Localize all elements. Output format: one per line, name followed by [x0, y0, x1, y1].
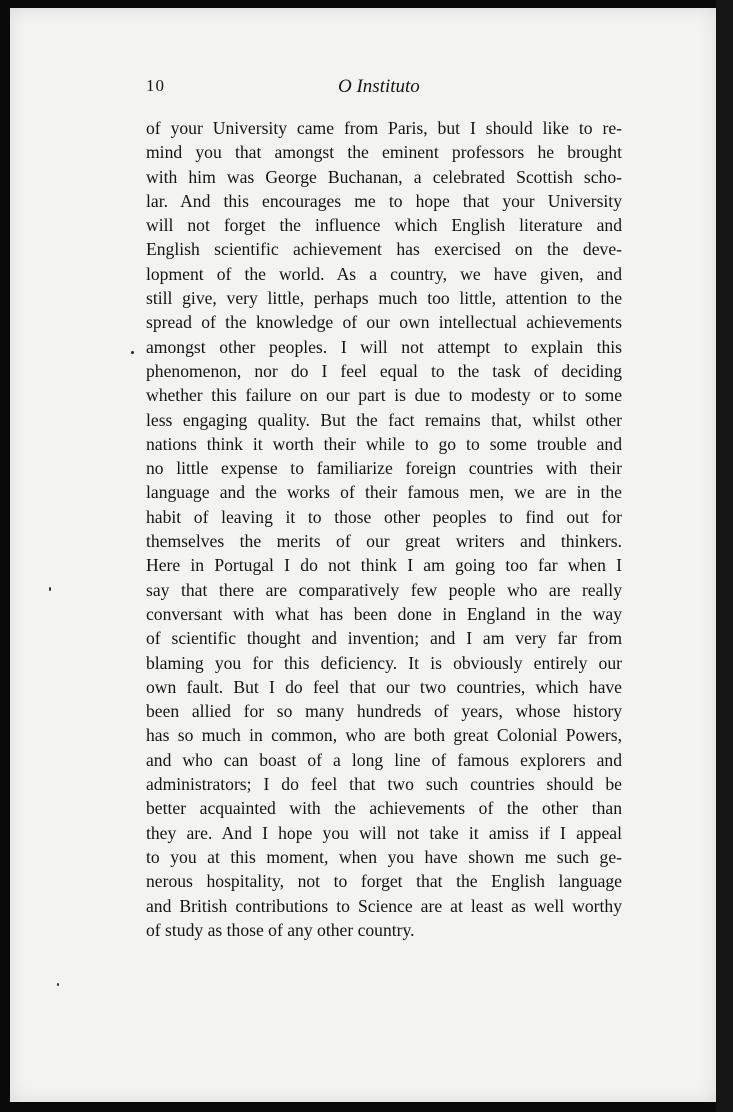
text-line: say that there are comparatively few people who are really	[146, 579, 622, 600]
text-line: of study as those of any other country.	[146, 919, 415, 940]
scan-speck	[131, 351, 134, 354]
page-edge-shadow	[716, 0, 733, 1112]
text-line: mind you that amongst the eminent professors he brought	[146, 142, 622, 163]
text-line: nerous hospitality, not to forget that the English language	[146, 871, 622, 892]
text-line: English scientific achievement has exercised on the deve-	[146, 239, 622, 260]
text-line: and who can boast of a long line of famous explorers and	[146, 749, 622, 770]
text-line: been allied for so many hundreds of years, whose history	[146, 701, 622, 722]
text-line: administrators; I do feel that two such countries should be	[146, 774, 622, 795]
text-line: habit of leaving it to those other peoples to find out for	[146, 506, 622, 527]
body-paragraph	[146, 116, 622, 942]
page-number: 10	[146, 76, 165, 95]
page-header	[0, 76, 733, 100]
text-line: language and the works of their famous men, we are in the	[146, 482, 622, 503]
text-line: amongst other peoples. I will not attempt to explain this	[146, 336, 622, 357]
text-line: phenomenon, nor do I feel equal to the task of deciding	[146, 360, 622, 381]
text-line: better acquainted with the achievements of the other than	[146, 798, 622, 819]
text-line: of scientific thought and invention; and I am very far from	[146, 628, 622, 649]
text-line: lar. And this encourages me to hope that your University	[146, 190, 622, 211]
text-line: themselves the merits of our great writers and thinkers.	[146, 531, 622, 552]
text-line: own fault. But I do feel that our two countries, which have	[146, 676, 622, 697]
scan-speck	[57, 983, 59, 986]
text-line: nations think it worth their while to go to some trouble and	[146, 433, 622, 454]
text-line: to you at this moment, when you have shown me such ge-	[146, 846, 622, 867]
text-line: no little expense to familiarize foreign countries with their	[146, 458, 622, 479]
text-line: has so much in common, who are both great Colonial Powers,	[146, 725, 622, 746]
text-line: and British contributions to Science are at least as well worthy	[146, 895, 622, 916]
text-line: will not forget the influence which English literature and	[146, 215, 622, 236]
running-title: O Instituto	[338, 76, 420, 97]
text-line: still give, very little, perhaps much too little, attention to the	[146, 288, 622, 309]
text-line: with him was George Buchanan, a celebrated Scottish scho-	[146, 166, 622, 187]
text-line: less engaging quality. But the fact remains that, whilst other	[146, 409, 622, 430]
text-line: lopment of the world. As a country, we have given, and	[146, 263, 622, 284]
scan-speck	[49, 587, 51, 591]
text-line: conversant with what has been done in England in the way	[146, 603, 622, 624]
text-line: of your University came from Paris, but I should like to re-	[146, 118, 622, 138]
text-line: blaming you for this deficiency. It is obviously entirely our	[146, 652, 622, 673]
text-line: spread of the knowledge of our own intellectual achievements	[146, 312, 622, 333]
text-line: whether this failure on our part is due to modesty or to some	[146, 385, 622, 406]
text-line: Here in Portugal I do not think I am going too far when I	[146, 555, 622, 576]
text-line: they are. And I hope you will not take it amiss if I appeal	[146, 822, 622, 843]
